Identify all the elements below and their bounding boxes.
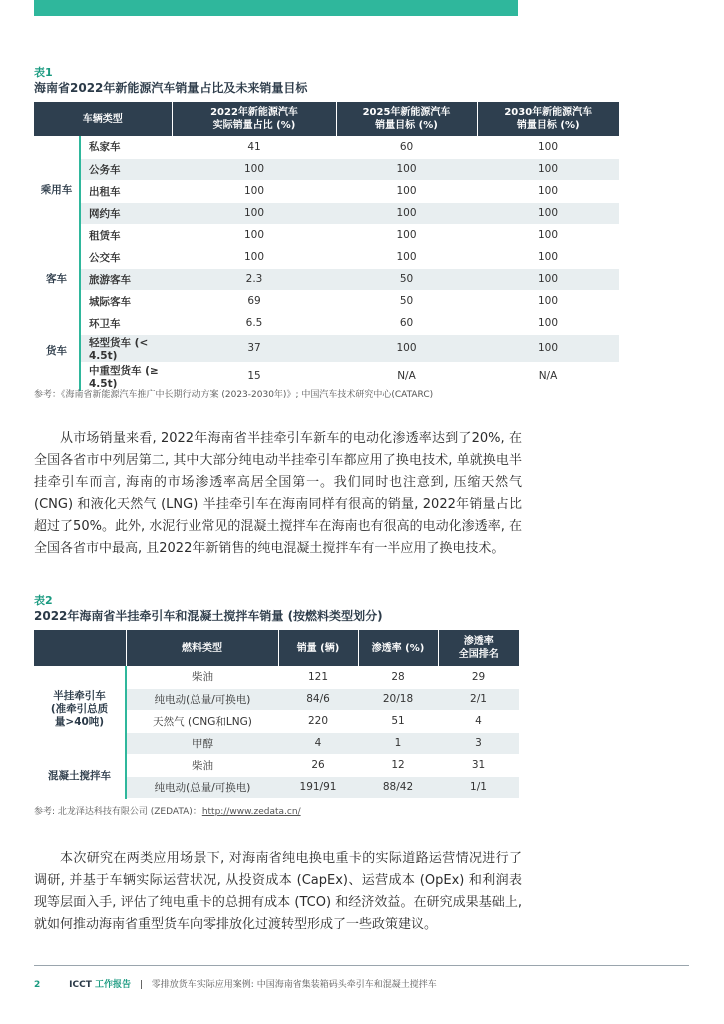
footer-org	[69, 980, 131, 990]
table1-label: 表1	[34, 66, 53, 79]
table2-fuel-type: 甲醇	[126, 732, 278, 754]
table2-rate: 20/18	[358, 688, 438, 710]
table2-sales: 84/6	[278, 688, 358, 710]
table1-value-2025: 100	[336, 246, 477, 268]
table1-vehicle-type: 轻型货车 (< 4.5t)	[80, 334, 172, 362]
table2-rate: 1	[358, 732, 438, 754]
top-accent-bar	[34, 0, 518, 16]
table1-note: 参考：《海南省新能源汽车推广中长期行动方案 (2023-2030年)》; 中国汽车技术研究中心(CATARC)	[34, 390, 434, 400]
table-row	[34, 754, 519, 776]
footer-divider	[34, 965, 689, 966]
table-row	[34, 180, 619, 202]
table2-sales: 4	[278, 732, 358, 754]
table2-fuel-type: 柴油	[126, 754, 278, 776]
table1-vehicle-type: 城际客车	[80, 290, 172, 312]
table1-value-2025: 100	[336, 202, 477, 224]
table1-vehicle-type: 出租车	[80, 180, 172, 202]
table2-rank: 4	[438, 710, 519, 732]
table1-category: 乘用车	[34, 136, 80, 246]
table1-value-2030: N/A	[477, 362, 619, 390]
table1-value-2025: 100	[336, 180, 477, 202]
table2-rank: 1/1	[438, 776, 519, 798]
table2-note-source: 参考: 北龙泽达科技有限公司 (ZEDATA)：	[34, 807, 202, 817]
table1-value-2022: 100	[172, 158, 336, 180]
table2-fuel-type: 柴油	[126, 666, 278, 688]
table-row	[34, 158, 619, 180]
table2-sales: 121	[278, 666, 358, 688]
table1-header-2022: 2022年新能源汽车 实际销量占比 (%)	[172, 102, 336, 136]
table1-value-2025: N/A	[336, 362, 477, 390]
table1-value-2022: 37	[172, 334, 336, 362]
table1-value-2025: 60	[336, 312, 477, 334]
table1-value-2030: 100	[477, 334, 619, 362]
table1-value-2025: 100	[336, 334, 477, 362]
footer-separator: |	[139, 980, 143, 990]
table1-vehicle-type: 旅游客车	[80, 268, 172, 290]
table1-header-2025: 2025年新能源汽车 销量目标 (%)	[336, 102, 477, 136]
table2	[34, 630, 519, 799]
table2-rate: 51	[358, 710, 438, 732]
table2-category: 半挂牵引车 (准牵引总质 量>40吨)	[34, 666, 126, 754]
table2-category: 混凝土搅拌车	[34, 754, 126, 798]
table2-rate: 28	[358, 666, 438, 688]
table1-vehicle-type: 公交车	[80, 246, 172, 268]
table-row	[34, 312, 619, 334]
table1-value-2030: 100	[477, 224, 619, 246]
table1-vehicle-type: 租赁车	[80, 224, 172, 246]
table2-rank: 2/1	[438, 688, 519, 710]
table1-category: 客车	[34, 246, 80, 312]
table1-value-2025: 50	[336, 268, 477, 290]
table1-value-2030: 100	[477, 268, 619, 290]
table1-value-2022: 69	[172, 290, 336, 312]
footer-org-name: ICCT	[69, 980, 92, 990]
table1-value-2030: 100	[477, 202, 619, 224]
table1-value-2030: 100	[477, 136, 619, 158]
table-row	[34, 362, 619, 390]
table-row	[34, 136, 619, 158]
table1	[34, 102, 619, 391]
table1-vehicle-type: 网约车	[80, 202, 172, 224]
table2-sales: 191/91	[278, 776, 358, 798]
table1-value-2022: 15	[172, 362, 336, 390]
table2-sales: 26	[278, 754, 358, 776]
table1-value-2030: 100	[477, 158, 619, 180]
table1-value-2025: 50	[336, 290, 477, 312]
table1-vehicle-type: 私家车	[80, 136, 172, 158]
table1-value-2022: 6.5	[172, 312, 336, 334]
table2-title: 2022年海南省半挂牵引车和混凝土搅拌车销量 (按燃料类型划分)	[34, 609, 383, 623]
table1-value-2022: 2.3	[172, 268, 336, 290]
table1-title: 海南省2022年新能源汽车销量占比及未来销量目标	[34, 81, 308, 95]
page-number: 2	[34, 980, 41, 990]
table2-header-blank	[34, 630, 126, 666]
table1-value-2030: 100	[477, 312, 619, 334]
table1-value-2030: 100	[477, 246, 619, 268]
table1-vehicle-type: 中重型货车 (≥ 4.5t)	[80, 362, 172, 390]
table2-note	[34, 804, 301, 817]
table2-rate: 12	[358, 754, 438, 776]
table-row	[34, 268, 619, 290]
table1-value-2030: 100	[477, 290, 619, 312]
table1-value-2030: 100	[477, 180, 619, 202]
table-row	[34, 224, 619, 246]
table2-rank: 31	[438, 754, 519, 776]
table1-vehicle-type: 公务车	[80, 158, 172, 180]
table2-label: 表2	[34, 594, 53, 607]
table2-header-sales: 销量 (辆)	[278, 630, 358, 666]
table1-vehicle-type: 环卫车	[80, 312, 172, 334]
table-row	[34, 290, 619, 312]
table-row	[34, 202, 619, 224]
table-row	[34, 246, 619, 268]
table1-header-2030: 2030年新能源汽车 销量目标 (%)	[477, 102, 619, 136]
table1-value-2025: 100	[336, 224, 477, 246]
table2-rank: 3	[438, 732, 519, 754]
footer-description: 零排放货车实际应用案例: 中国海南省集装箱码头牵引车和混凝土搅拌车	[151, 980, 437, 990]
table2-fuel-type: 天然气 (CNG和LNG)	[126, 710, 278, 732]
table2-header-rate: 渗透率 (%)	[358, 630, 438, 666]
footer-doc-type: 工作报告	[94, 980, 131, 990]
table1-value-2025: 60	[336, 136, 477, 158]
table2-fuel-type: 纯电动(总量/可换电)	[126, 688, 278, 710]
table1-value-2022: 100	[172, 202, 336, 224]
paragraph-2: 本次研究在两类应用场景下, 对海南省纯电换电重卡的实际道路运营情况进行了调研, 并基于车辆实际运营状况, 从投资成本 (CapEx)、运营成本 (OpEx) 和利润表现等层面入手, 评估了纯电重卡的总拥有成本 (TCO) 和经济效益。在研究成果基础上, 就如何推动海南省重型货车向零排放化过渡转型形成了一些政策建议。	[34, 851, 522, 932]
table1-header-type: 车辆类型	[34, 102, 172, 136]
table1-value-2022: 100	[172, 180, 336, 202]
table2-rate: 88/42	[358, 776, 438, 798]
table1-value-2022: 41	[172, 136, 336, 158]
page-footer	[34, 977, 437, 990]
table2-rank: 29	[438, 666, 519, 688]
paragraph-1: 从市场销量来看, 2022年海南省半挂牵引车新车的电动化渗透率达到了20%, 在全国各省市中列居第二, 其中大部分纯电动半挂牵引车都应用了换电技术, 单就换电半挂牵引车而言, 海南的市场渗透率高居全国第一。我们同时也注意到, 压缩天然气 (CNG) 和液化天然气 (LNG) 半挂牵引车在海南同样有很高的销量, 2022年销量占比超过了50%。此外, 水泥行业常见的混凝土搅拌车在海南也有很高的电动化渗透率, 在全国各省市中最高, 且2022年新销售的纯电混凝土搅拌车有一半应用了换电技术。	[34, 431, 522, 556]
table-row	[34, 666, 519, 688]
table2-header-rank: 渗透率 全国排名	[438, 630, 519, 666]
table1-value-2022: 100	[172, 246, 336, 268]
table1-category: 货车	[34, 312, 80, 390]
table2-header-fuel: 燃料类型	[126, 630, 278, 666]
table1-value-2025: 100	[336, 158, 477, 180]
table1-value-2022: 100	[172, 224, 336, 246]
table2-sales: 220	[278, 710, 358, 732]
table-row	[34, 334, 619, 362]
table2-fuel-type: 纯电动(总量/可换电)	[126, 776, 278, 798]
zedata-link[interactable]: http://www.zedata.cn/	[201, 807, 301, 817]
